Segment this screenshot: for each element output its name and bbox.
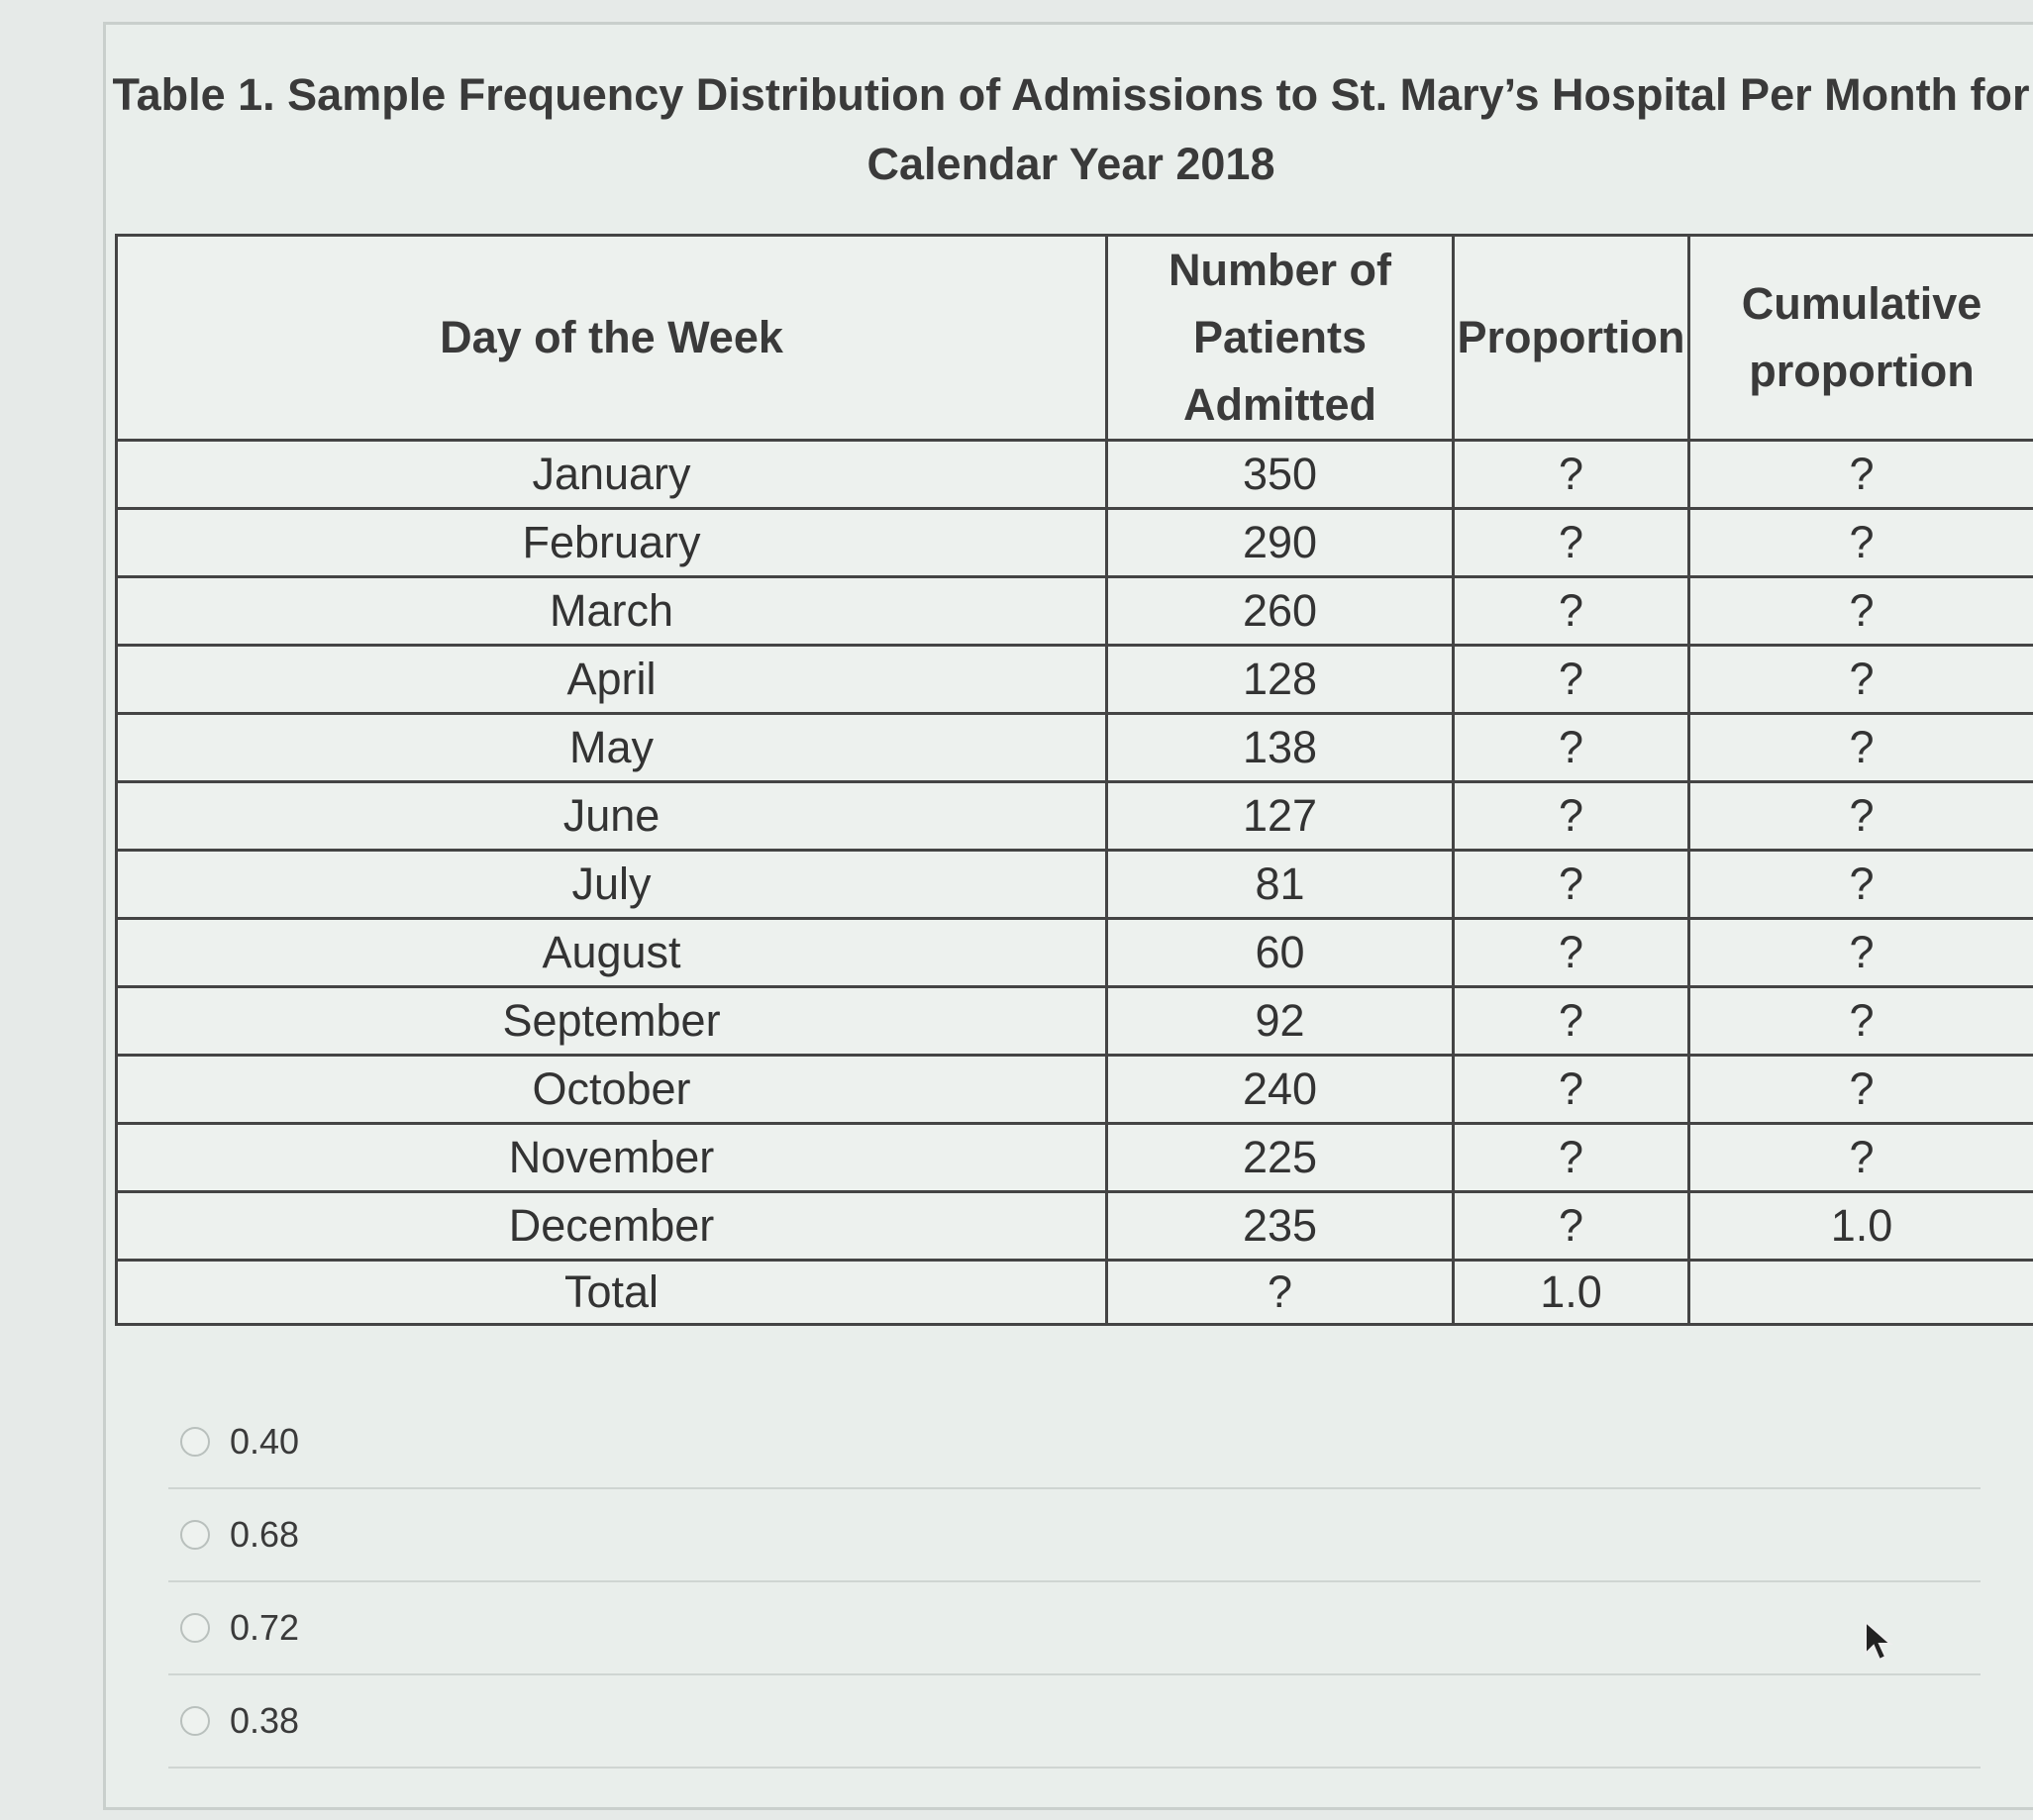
cell-admitted: 92: [1107, 987, 1454, 1056]
header-cumulative-proportion: [1689, 236, 2033, 441]
header-day-of-week: Day of the Week: [117, 236, 1107, 441]
cell-admitted: 138: [1107, 714, 1454, 782]
answer-options: [168, 1396, 1981, 1769]
cell-proportion: ?: [1454, 1056, 1689, 1124]
cell-proportion: ?: [1454, 646, 1689, 714]
answer-option-label: 0.40: [230, 1421, 300, 1462]
cell-admitted: 350: [1107, 441, 1454, 509]
cell-cumulative: ?: [1689, 577, 2033, 646]
cell-month: November: [117, 1124, 1107, 1192]
table-row: [117, 919, 2033, 987]
cell-proportion: ?: [1454, 851, 1689, 919]
cell-month: March: [117, 577, 1107, 646]
table-caption: [109, 26, 2033, 234]
cell-proportion: ?: [1454, 919, 1689, 987]
table-row: [117, 577, 2033, 646]
cell-cumulative: ?: [1689, 509, 2033, 577]
table-row: [117, 1192, 2033, 1261]
cell-month: January: [117, 441, 1107, 509]
cell-proportion: ?: [1454, 1192, 1689, 1261]
cell-total-cumulative: [1689, 1261, 2033, 1325]
cell-cumulative: ?: [1689, 1056, 2033, 1124]
answer-option-label: 0.72: [230, 1607, 300, 1648]
cell-month: June: [117, 782, 1107, 851]
cell-cumulative: ?: [1689, 987, 2033, 1056]
cell-cumulative: ?: [1689, 851, 2033, 919]
header-number-admitted-line2: Patients: [1192, 312, 1368, 362]
cell-admitted: 240: [1107, 1056, 1454, 1124]
table-total-row: [117, 1261, 2033, 1325]
cell-total-admitted: ?: [1107, 1261, 1454, 1325]
caption-line-1: Table 1. Sample Frequency Distribution of Admissions to St. Mary’s Hospital Per Month for: [112, 69, 2030, 120]
cell-cumulative: ?: [1689, 646, 2033, 714]
cell-proportion: ?: [1454, 987, 1689, 1056]
table-row: [117, 1124, 2033, 1192]
answer-option[interactable]: [168, 1489, 1981, 1582]
cell-month: July: [117, 851, 1107, 919]
table-header-row: [117, 236, 2033, 441]
radio-button[interactable]: [180, 1520, 210, 1550]
header-number-admitted-line3: Admitted: [1183, 379, 1376, 430]
cell-month: April: [117, 646, 1107, 714]
cell-month: October: [117, 1056, 1107, 1124]
cell-proportion: ?: [1454, 714, 1689, 782]
table-row: [117, 851, 2033, 919]
cell-cumulative: ?: [1689, 441, 2033, 509]
answer-option[interactable]: [168, 1675, 1981, 1769]
table-row: [117, 987, 2033, 1056]
cell-proportion: ?: [1454, 782, 1689, 851]
cell-month: May: [117, 714, 1107, 782]
cell-admitted: 290: [1107, 509, 1454, 577]
frequency-table: [115, 234, 2033, 1326]
cell-proportion: ?: [1454, 509, 1689, 577]
cell-month: September: [117, 987, 1107, 1056]
header-number-admitted-line1: Number of: [1169, 245, 1391, 295]
cell-admitted: 260: [1107, 577, 1454, 646]
table-row: [117, 1056, 2033, 1124]
cell-cumulative: ?: [1689, 714, 2033, 782]
cell-proportion: ?: [1454, 1124, 1689, 1192]
radio-button[interactable]: [180, 1613, 210, 1643]
cell-admitted: 235: [1107, 1192, 1454, 1261]
table-row: [117, 782, 2033, 851]
table-row: [117, 714, 2033, 782]
header-proportion: Proportion: [1454, 236, 1689, 441]
cell-admitted: 127: [1107, 782, 1454, 851]
caption-line-2: Calendar Year 2018: [866, 139, 1275, 189]
cell-proportion: ?: [1454, 441, 1689, 509]
cell-admitted: 60: [1107, 919, 1454, 987]
radio-button[interactable]: [180, 1427, 210, 1457]
cell-proportion: ?: [1454, 577, 1689, 646]
cell-cumulative: ?: [1689, 1124, 2033, 1192]
cell-cumulative: ?: [1689, 919, 2033, 987]
cell-month: February: [117, 509, 1107, 577]
radio-button[interactable]: [180, 1706, 210, 1736]
cell-month: December: [117, 1192, 1107, 1261]
cell-admitted: 128: [1107, 646, 1454, 714]
header-number-admitted: [1107, 236, 1454, 441]
mouse-cursor-icon: [1862, 1620, 1895, 1664]
header-cumulative-line1: Cumulative: [1741, 278, 1982, 329]
answer-option-label: 0.38: [230, 1700, 300, 1741]
table-row: [117, 509, 2033, 577]
header-cumulative-line2: proportion: [1749, 346, 1975, 396]
table-row: [117, 646, 2033, 714]
cell-total-proportion: 1.0: [1454, 1261, 1689, 1325]
cell-admitted: 81: [1107, 851, 1454, 919]
answer-option-label: 0.68: [230, 1514, 300, 1555]
cell-admitted: 225: [1107, 1124, 1454, 1192]
answer-option[interactable]: [168, 1582, 1981, 1675]
cell-cumulative: ?: [1689, 782, 2033, 851]
cell-month: August: [117, 919, 1107, 987]
cell-total-label: Total: [117, 1261, 1107, 1325]
answer-option[interactable]: [168, 1396, 1981, 1489]
cell-cumulative: 1.0: [1689, 1192, 2033, 1261]
table-row: [117, 441, 2033, 509]
